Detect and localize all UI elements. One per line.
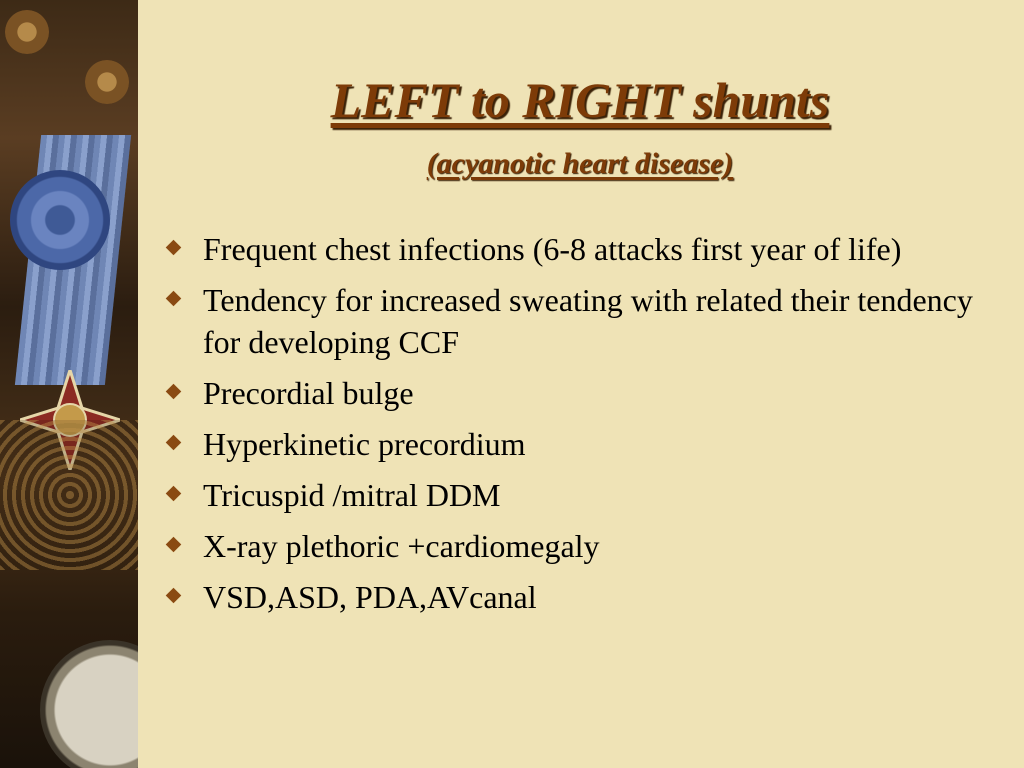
list-item [168, 228, 1013, 270]
list-item [168, 423, 1013, 465]
button-decoration [5, 10, 49, 54]
rosette-decoration [10, 170, 110, 270]
diamond-bullet-icon [166, 240, 182, 256]
decorative-image-strip [0, 0, 138, 768]
bullet-text: Hyperkinetic precordium [203, 426, 526, 462]
bullet-list [168, 228, 1013, 627]
diamond-bullet-icon [166, 486, 182, 502]
bullet-text: Tricuspid /mitral DDM [203, 477, 501, 513]
bullet-text: Frequent chest infections (6-8 attacks first year of life) [203, 231, 902, 267]
ornament-decoration [0, 420, 138, 570]
diamond-bullet-icon [166, 588, 182, 604]
list-item [168, 576, 1013, 618]
button-decoration [85, 60, 129, 104]
diamond-bullet-icon [166, 291, 182, 307]
compass-decoration [40, 640, 138, 768]
diamond-bullet-icon [166, 537, 182, 553]
list-item [168, 372, 1013, 414]
bullet-text: Precordial bulge [203, 375, 414, 411]
slide-title: LEFT to RIGHT shunts [330, 72, 830, 128]
bullet-text: VSD,ASD, PDA,AVcanal [203, 579, 537, 615]
diamond-bullet-icon [166, 384, 182, 400]
bullet-text: X-ray plethoric +cardiomegaly [203, 528, 600, 564]
list-item [168, 525, 1013, 567]
slide-subtitle: (acyanotic heart disease) [426, 147, 734, 180]
diamond-bullet-icon [166, 435, 182, 451]
bullet-text: Tendency for increased sweating with related their tendency for developing CCF [203, 282, 973, 360]
list-item [168, 474, 1013, 516]
list-item [168, 279, 1013, 363]
